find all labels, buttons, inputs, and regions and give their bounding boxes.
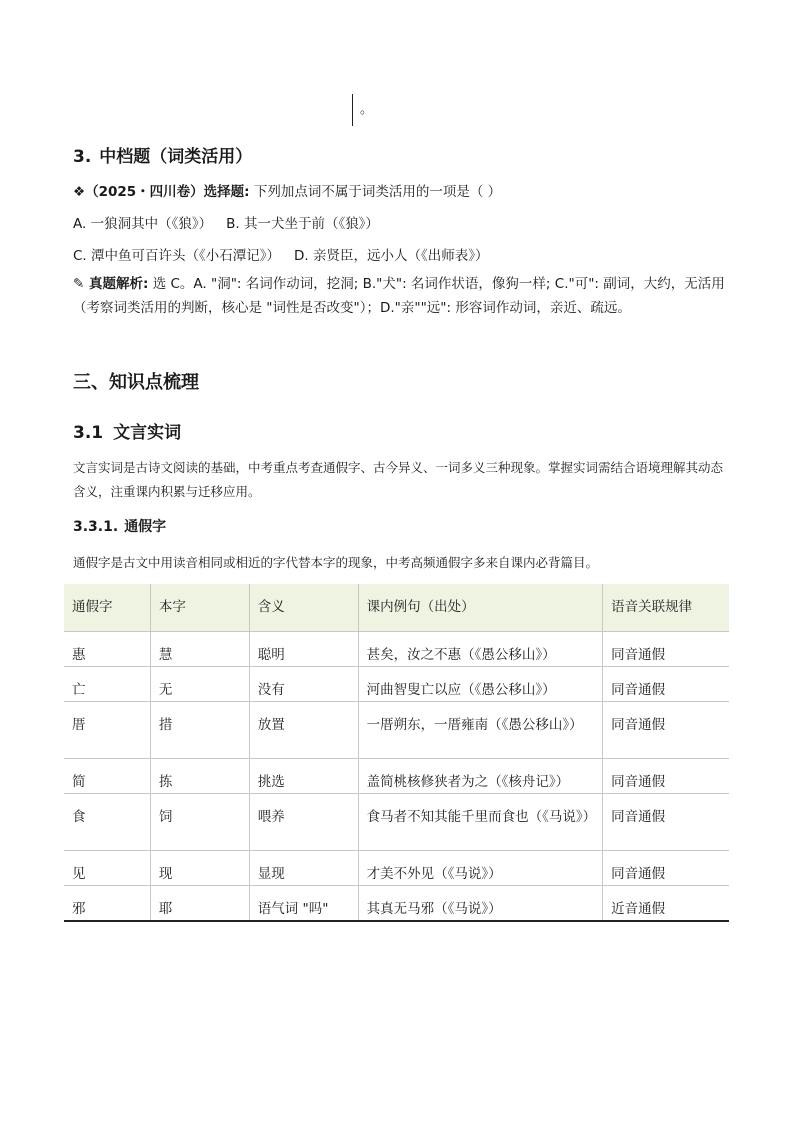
cell-meaning: 挑选 <box>249 759 358 794</box>
section-3-3-1-number: 3.3.1. <box>73 519 119 535</box>
cell-tongjia: 简 <box>64 759 150 794</box>
section-3-title: 中档题（词类活用） <box>99 147 253 167</box>
section-3-3-1-paragraph: 通假字是古文中用读音相同或相近的字代替本字的现象，中考高频通假字多来自课内必背篇目。 <box>73 555 599 570</box>
cell-benzi: 拣 <box>150 759 249 794</box>
cell-rule: 近音通假 <box>603 886 729 922</box>
cell-benzi: 现 <box>150 851 249 886</box>
table-row <box>64 632 729 667</box>
table-row <box>64 794 729 851</box>
cell-meaning: 显现 <box>249 851 358 886</box>
top-fragment: 。 <box>360 102 374 117</box>
question-stem <box>73 180 501 200</box>
cell-meaning: 没有 <box>249 667 358 702</box>
cell-meaning: 聪明 <box>249 632 358 667</box>
cell-example: 盖简桃核修狭者为之（《核舟记》） <box>358 759 603 794</box>
cell-benzi: 措 <box>150 702 249 759</box>
cell-example: 河曲智叟亡以应（《愚公移山》） <box>358 667 603 702</box>
cell-benzi: 耶 <box>150 886 249 922</box>
cell-tongjia: 见 <box>64 851 150 886</box>
analysis-label: ✎ 真题解析: <box>73 276 149 292</box>
section-3-1-title: 文言实词 <box>113 423 182 443</box>
cell-rule: 同音通假 <box>603 702 729 759</box>
cell-example: 食马者不知其能千里而食也（《马说》） <box>358 794 603 851</box>
header-rule: 语音关联规律 <box>603 584 729 632</box>
cell-tongjia: 邪 <box>64 886 150 922</box>
cell-rule: 同音通假 <box>603 794 729 851</box>
section-3-3-1-title: 通假字 <box>124 519 167 535</box>
analysis-text: 选 C。A. "洞": 名词作动词，挖洞; B."犬": 名词作状语，像狗一样; C."可": 副词，大约，无活用（考察词类活用的判断，核心是 "词性是否改变"）；D."亲""远": 形容词作动词，亲近、疏远。 <box>73 276 725 316</box>
table-row <box>64 851 729 886</box>
table-row <box>64 702 729 759</box>
cell-rule: 同音通假 <box>603 667 729 702</box>
cell-tongjia: 厝 <box>64 702 150 759</box>
header-benzi: 本字 <box>150 584 249 632</box>
cell-meaning: 语气词 "吗" <box>249 886 358 922</box>
cell-example: 甚矣，汝之不惠（《愚公移山》） <box>358 632 603 667</box>
cell-rule: 同音通假 <box>603 851 729 886</box>
tongjia-table <box>64 584 729 922</box>
cell-example: 一厝朔东，一厝雍南（《愚公移山》） <box>358 702 603 759</box>
cell-benzi: 无 <box>150 667 249 702</box>
cell-meaning: 喂养 <box>249 794 358 851</box>
answer-analysis <box>73 272 727 320</box>
option-d: D. 亲贤臣，远小人（《出师表》） <box>294 248 489 264</box>
cell-rule: 同音通假 <box>603 632 729 667</box>
option-c: C. 潭中鱼可百许头（《小石潭记》） <box>73 248 281 264</box>
options-row-1 <box>73 212 379 232</box>
option-a: A. 一狼洞其中（《狼》） <box>73 216 213 232</box>
section-3-1-heading <box>73 418 181 443</box>
part-3-heading: 三、知识点梳理 <box>73 372 199 393</box>
question-text: 下列加点词不属于词类活用的一项是（ ） <box>253 184 502 200</box>
option-b: B. 其一犬坐于前（《狼》） <box>226 216 379 232</box>
section-3-1-number: 3.1 <box>73 423 104 443</box>
cell-benzi: 慧 <box>150 632 249 667</box>
cell-tongjia: 亡 <box>64 667 150 702</box>
section-3-number: 3. <box>73 147 92 167</box>
cell-meaning: 放置 <box>249 702 358 759</box>
question-source-label: ❖（2025・四川卷）选择题: <box>73 184 250 200</box>
header-tongjia: 通假字 <box>64 584 150 632</box>
section-3-1-paragraph: 文言实词是古诗文阅读的基础，中考重点考查通假字、古今异义、一词多义三种现象。掌握实词需结合语境理解其动态含义，注重课内积累与迁移应用。 <box>73 460 724 499</box>
table-row <box>64 667 729 702</box>
text-cursor <box>352 94 353 126</box>
header-meaning: 含义 <box>249 584 358 632</box>
table-row <box>64 759 729 794</box>
cell-rule: 同音通假 <box>603 759 729 794</box>
table-row <box>64 886 729 922</box>
options-row-2 <box>73 244 489 264</box>
header-example: 课内例句（出处） <box>358 584 603 632</box>
table-header-row <box>64 584 729 632</box>
cell-example: 才美不外见（《马说》） <box>358 851 603 886</box>
section-3-3-1-heading <box>73 516 166 536</box>
cell-example: 其真无马邪（《马说》） <box>358 886 603 922</box>
cell-tongjia: 食 <box>64 794 150 851</box>
section-3-heading <box>73 142 252 167</box>
cell-tongjia: 惠 <box>64 632 150 667</box>
cell-benzi: 饲 <box>150 794 249 851</box>
